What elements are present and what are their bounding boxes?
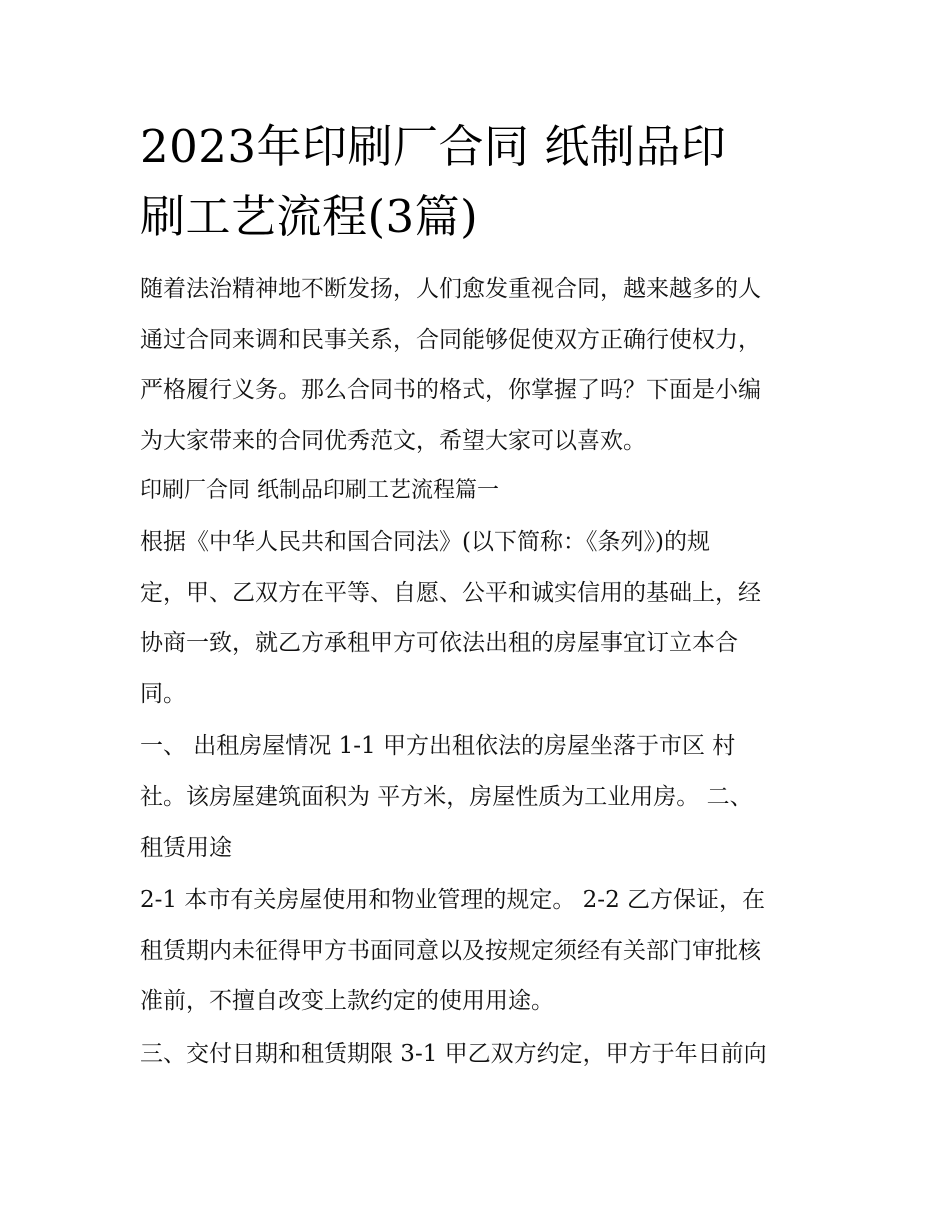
delivery-paragraph [140, 1029, 816, 1080]
intro-paragraph [140, 264, 816, 466]
intro-line: 为大家带来的合同优秀范文，希望大家可以喜欢。 [140, 427, 646, 454]
delivery-line: 三、交付日期和租赁期限 3-1 甲乙双方约定，甲方于年日前向 [140, 1040, 767, 1067]
document-content [140, 112, 816, 1080]
use-line: 租赁期内未征得甲方书面同意以及按规定须经有关部门审批核 [140, 937, 761, 964]
rental-line: 社。该房屋建筑面积为 平方米，房屋性质为工业用房。 二、 [140, 783, 753, 810]
rental-line: 租赁用途 [140, 834, 232, 861]
basis-line: 同。 [140, 680, 186, 707]
basis-line: 协商一致，就乙方承租甲方可依法出租的房屋事宜订立本合 [140, 630, 738, 657]
use-line: 2-1 本市有关房屋使用和物业管理的规定。 2-2 乙方保证，在 [140, 887, 766, 914]
section-heading: 印刷厂合同 纸制品印刷工艺流程篇一 [140, 478, 499, 504]
basis-line: 定，甲、乙双方在平等、自愿、公平和诚实信用的基础上，经 [140, 579, 761, 606]
document-title [140, 112, 816, 252]
rental-paragraph [140, 721, 816, 873]
use-paragraph [140, 875, 816, 1027]
basis-line: 根据《中华人民共和国合同法》(以下简称：《条列》)的规 [140, 528, 710, 555]
basis-paragraph [140, 517, 816, 719]
title-line-1: 2023年印刷厂合同 纸制品印 [140, 120, 727, 173]
title-line-2: 刷工艺流程(3篇) [140, 190, 479, 243]
intro-line: 严格履行义务。那么合同书的格式，你掌握了吗？下面是小编 [140, 377, 761, 404]
intro-line: 随着法治精神地不断发扬，人们愈发重视合同，越来越多的人 [140, 276, 761, 302]
use-line: 准前，不擅自改变上款约定的使用用途。 [140, 988, 554, 1015]
intro-line: 通过合同来调和民事关系，合同能够促使双方正确行使权力， [140, 326, 761, 353]
rental-line: 一、 出租房屋情况 1-1 甲方出租依法的房屋坐落于市区 村 [140, 733, 736, 760]
